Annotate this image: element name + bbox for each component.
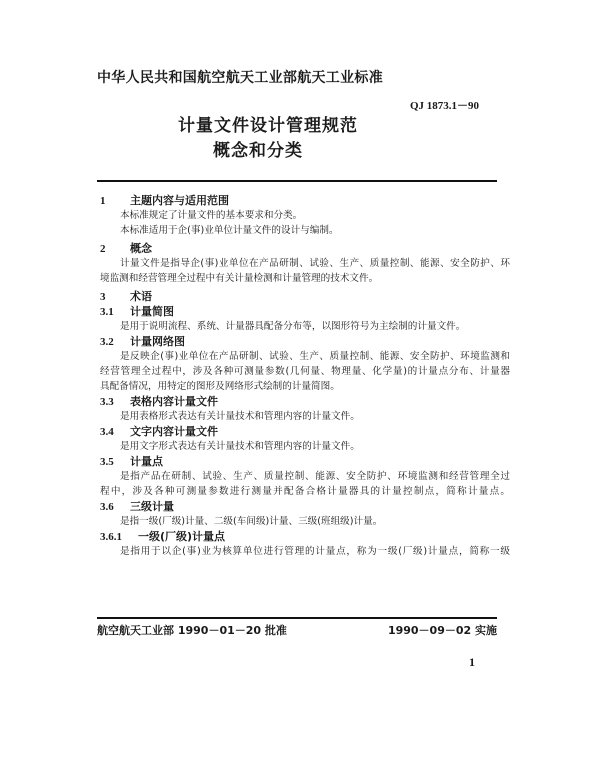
section-number: 3.5 [100, 456, 114, 468]
section-heading-3-2 [95, 334, 510, 349]
paragraph-line: 是指用于以企(事)业为核算单位进行管理的计量点，称为一级(厂级)计量点，简称一级 [120, 546, 510, 557]
document-subtitle: 概念和分类 [213, 141, 303, 161]
paragraph-line: 计量文件是指导企(事)业单位在产品研制、试验、生产、质量控制、能源、安全防护、环 [120, 258, 510, 269]
section-heading-3-6 [95, 499, 510, 514]
section-number: 3.3 [100, 396, 114, 408]
effective-date: 1990－09－02 实施 [387, 624, 497, 637]
paragraph-line: 是用于说明流程、系统、计量器具配备分布等，以图形符号为主绘制的计量文件。 [120, 321, 466, 332]
section-title: 文字内容计量文件 [130, 425, 218, 438]
section-title: 计量简图 [130, 305, 174, 318]
section-title: 一级(厂级)计量点 [138, 530, 226, 543]
section-title: 概念 [130, 242, 152, 255]
section-title: 术语 [130, 290, 152, 303]
paragraph-line: 境监测和经营管理全过程中有关计量检测和计量管理的技术文件。 [100, 273, 379, 284]
section-title: 主题内容与适用范围 [130, 194, 229, 207]
paragraph-line: 是指产品在研制、试验、生产、质量控制、能源、安全防护、环境监测和经营管理全过 [120, 471, 510, 482]
section-heading-3-3 [95, 394, 510, 409]
paragraph-line: 本标准规定了计量文件的基本要求和分类。 [120, 210, 303, 221]
section-number: 3 [100, 291, 106, 303]
section-heading-2 [95, 241, 510, 256]
document-body [95, 190, 510, 559]
footer-divider [97, 617, 497, 619]
section-heading-3-5 [95, 454, 510, 469]
section-heading-3-6-1 [95, 529, 510, 544]
section-heading-1 [95, 193, 510, 208]
header-divider [97, 180, 497, 182]
section-number: 2 [100, 243, 106, 255]
paragraph-line: 程中，涉及各种可测量参数进行测量并配备合格计量器具的计量控制点，简称计量点。 [100, 486, 510, 497]
section-heading-3-1 [95, 304, 510, 319]
paragraph-line: 是用表格形式表达有关计量技术和管理内容的计量文件。 [120, 411, 360, 422]
section-number: 3.2 [100, 336, 114, 348]
section-title: 计量点 [130, 455, 163, 468]
section-title: 表格内容计量文件 [130, 395, 218, 408]
page-number: 1 [469, 655, 475, 669]
paragraph-line: 是指一级(厂级)计量、二级(车间级)计量、三级(班组级)计量。 [120, 516, 383, 527]
section-heading-3-4 [95, 424, 510, 439]
section-title: 计量网络图 [130, 335, 185, 348]
paragraph-line: 经营管理全过程中，涉及各种可测量参数(几何量、物理量、化学量)的计量点分布、计量器 [100, 366, 510, 377]
standard-code: QJ 1873.1－90 [410, 100, 480, 112]
approval-date: 航空航天工业部 1990－01－20 批准 [97, 624, 287, 637]
section-heading-3 [95, 289, 510, 304]
document-title: 计量文件设计管理规范 [178, 116, 358, 136]
paragraph-line: 是反映企(事)业单位在产品研制、试验、生产、质量控制、能源、安全防护、环境监测和 [120, 351, 510, 362]
section-title: 三级计量 [130, 500, 174, 513]
section-number: 3.4 [100, 426, 114, 438]
section-number: 3.6.1 [100, 531, 122, 543]
section-number: 3.1 [100, 306, 114, 318]
paragraph-line: 本标准适用于企(事)业单位计量文件的设计与编制。 [120, 225, 339, 236]
paragraph-line: 是用文字形式表达有关计量技术和管理内容的计量文件。 [120, 441, 360, 452]
section-number: 3.6 [100, 501, 114, 513]
paragraph-line: 具配备情况，用特定的图形及网络形式绘制的计量简图。 [100, 381, 340, 392]
issuer-header: 中华人民共和国航空航天工业部航天工业标准 [97, 70, 383, 86]
section-number: 1 [100, 195, 106, 207]
